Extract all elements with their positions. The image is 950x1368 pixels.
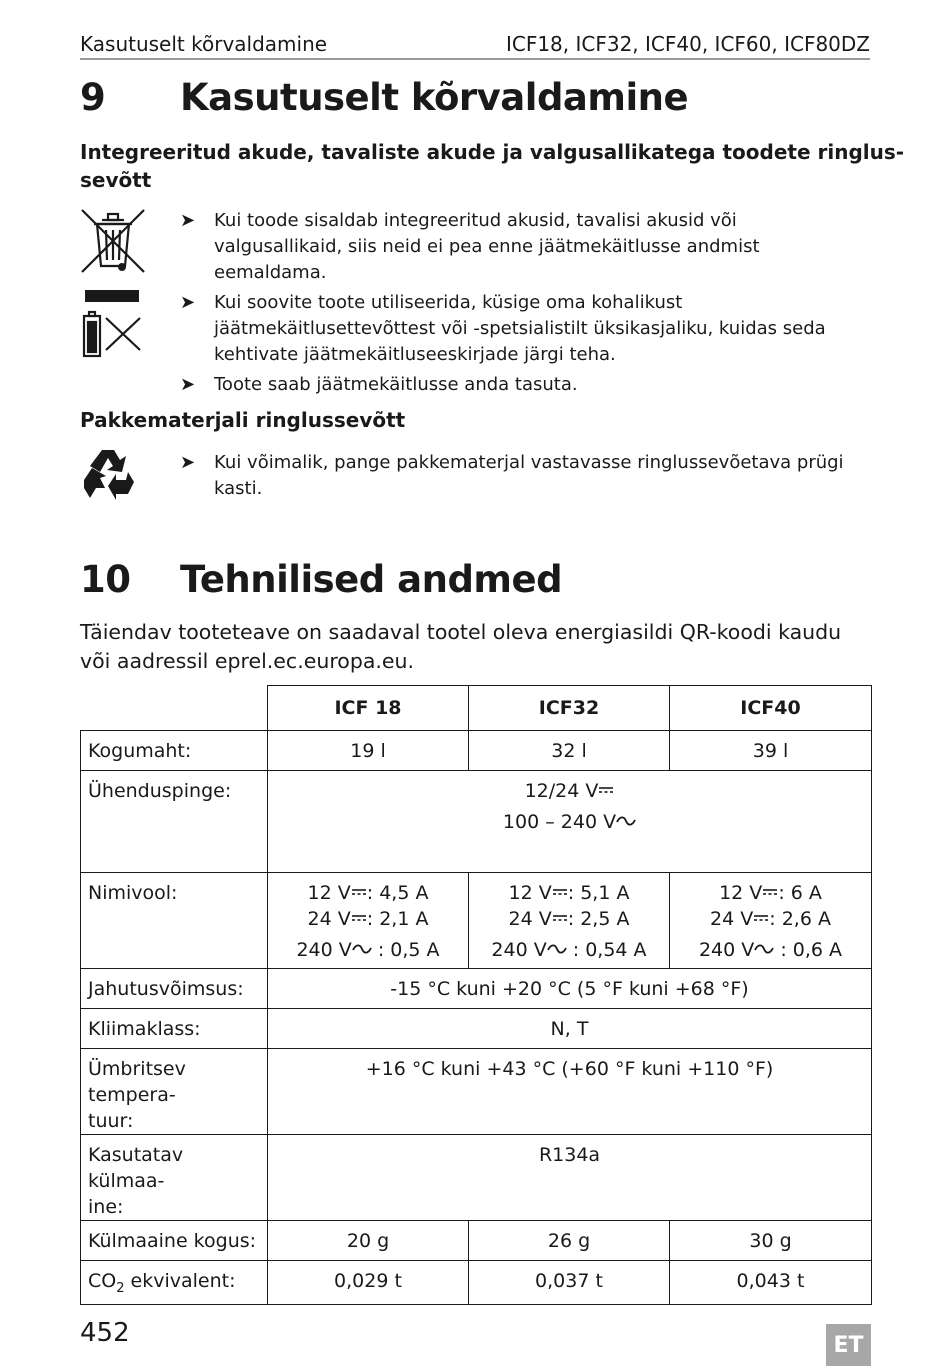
table-cell: 19 l — [268, 731, 469, 771]
ac-symbol-icon — [352, 939, 372, 961]
table-row — [81, 969, 872, 1009]
table-corner — [81, 686, 268, 731]
dc-symbol-icon — [753, 908, 769, 930]
section-title: Kasutuselt kõrvaldamine — [180, 76, 689, 119]
table-cell: 12 V : 6 A 24 V : 2,6 A 240 V : 0,6 A — [670, 873, 872, 969]
table-cell: 12/24 V 100 – 240 V — [268, 771, 872, 873]
list-item: ➤ Kui soovite toote utiliseerida, küsige oma kohalikust jäätmekäitlusettevõttest või -spetsialistilt üksikasjaliku, kuidas seda kehtivate jäätmekäitluseeskirjade järgi teha. — [180, 292, 826, 365]
dc-symbol-icon — [762, 882, 778, 904]
dc-symbol-icon — [351, 882, 367, 904]
column-header: ICF40 — [670, 686, 872, 731]
row-label: Külmaaine kogus: — [81, 1221, 268, 1261]
table-cell: N, T — [268, 1009, 872, 1049]
battery-recycling-list — [180, 208, 870, 402]
table-row — [81, 1049, 872, 1135]
column-header: ICF32 — [469, 686, 670, 731]
dc-symbol-icon — [351, 908, 367, 930]
table-cell: 32 l — [469, 731, 670, 771]
arrow-bullet-icon: ➤ — [180, 374, 196, 395]
arrow-bullet-icon: ➤ — [180, 210, 196, 231]
heading-line: sevõtt — [80, 168, 152, 192]
row-label: Jahutusvõimsus: — [81, 969, 268, 1009]
section-number: 10 — [80, 558, 131, 601]
row-label: Ümbritsev tempera- tuur: — [81, 1049, 268, 1135]
ac-symbol-icon — [547, 939, 567, 961]
row-label: $CO_2$ ekvivalent: — [81, 1261, 268, 1305]
row-label: Nimivool: — [81, 873, 268, 969]
table-cell: 12 V : 4,5 A 24 V : 2,1 A 240 V : 0,5 A — [268, 873, 469, 969]
section-title: Tehnilised andmed — [180, 558, 563, 601]
row-label: Kasutatav külmaa- ine: — [81, 1135, 268, 1221]
running-header — [80, 30, 870, 60]
crossed-bin-icon — [80, 208, 146, 304]
dc-symbol-icon — [552, 882, 568, 904]
table-cell: R134a — [268, 1135, 872, 1221]
table-header-row — [81, 686, 872, 731]
table-cell: 26 g — [469, 1221, 670, 1261]
header-chapter: Kasutuselt kõrvaldamine — [80, 32, 328, 56]
packaging-recycling-list — [180, 450, 870, 506]
subsection-packaging-heading: Pakkematerjali ringlussevõtt — [80, 408, 406, 432]
dc-symbol-icon — [552, 908, 568, 930]
table-cell: -15 °C kuni +20 °C (5 °F kuni +68 °F) — [268, 969, 872, 1009]
section-10-heading — [80, 558, 562, 601]
table-cell: +16 °C kuni +43 °C (+60 °F kuni +110 °F) — [268, 1049, 872, 1135]
list-item: ➤ Toote saab jäätmekäitlusse anda tasuta. — [180, 372, 870, 398]
list-item: ➤ Kui võimalik, pange pakkematerjal vastavasse ringlussevõetava prügi kasti. — [180, 452, 844, 499]
column-header: ICF 18 — [268, 686, 469, 731]
heading-line: Integreeritud akude, tavaliste akude ja valgusallikatega toodete ringlus- — [80, 140, 905, 164]
section-number: 9 — [80, 76, 106, 119]
header-models: ICF18, ICF32, ICF40, ICF60, ICF80DZ — [505, 32, 870, 56]
intro-paragraph: Täiendav tooteteave on saadaval tootel oleva energiasildi QR-koodi kaudu või aadressil eprel.ec.europa.eu. — [80, 620, 842, 673]
table-cell: 30 g — [670, 1221, 872, 1261]
table-row — [81, 771, 872, 873]
row-label: Kliimaklass: — [81, 1009, 268, 1049]
table-row — [81, 1261, 872, 1305]
table-row — [81, 1009, 872, 1049]
table-row — [81, 873, 872, 969]
subsection-battery-recycling-heading — [80, 138, 904, 194]
table-row — [81, 731, 872, 771]
row-label: Ühenduspinge: — [81, 771, 268, 873]
technical-data-table — [80, 685, 872, 1305]
dc-symbol-icon — [598, 780, 614, 802]
table-row — [81, 1221, 872, 1261]
table-cell: 0,029 t — [268, 1261, 469, 1305]
table-cell: 39 l — [670, 731, 872, 771]
section-9-heading — [80, 76, 688, 119]
list-item: ➤ Kui toode sisaldab integreeritud akusid, tavalisi akusid või valgusallikaid, siis neid ei pea enne jäätmekäitlusse andmist eemaldama. — [180, 210, 760, 283]
recycle-icon — [80, 446, 136, 502]
language-badge: ET — [826, 1324, 871, 1366]
ac-symbol-icon — [754, 939, 774, 961]
ac-symbol-icon — [616, 811, 636, 833]
arrow-bullet-icon: ➤ — [180, 452, 196, 473]
crossed-battery-icon — [80, 310, 144, 360]
arrow-bullet-icon: ➤ — [180, 292, 196, 313]
table-cell: 0,037 t — [469, 1261, 670, 1305]
table-cell: 12 V : 5,1 A 24 V : 2,5 A 240 V : 0,54 A — [469, 873, 670, 969]
table-cell: 0,043 t — [670, 1261, 872, 1305]
table-row — [81, 1135, 872, 1221]
page-number: 452 — [80, 1318, 130, 1348]
table-cell: 20 g — [268, 1221, 469, 1261]
row-label: Kogumaht: — [81, 731, 268, 771]
